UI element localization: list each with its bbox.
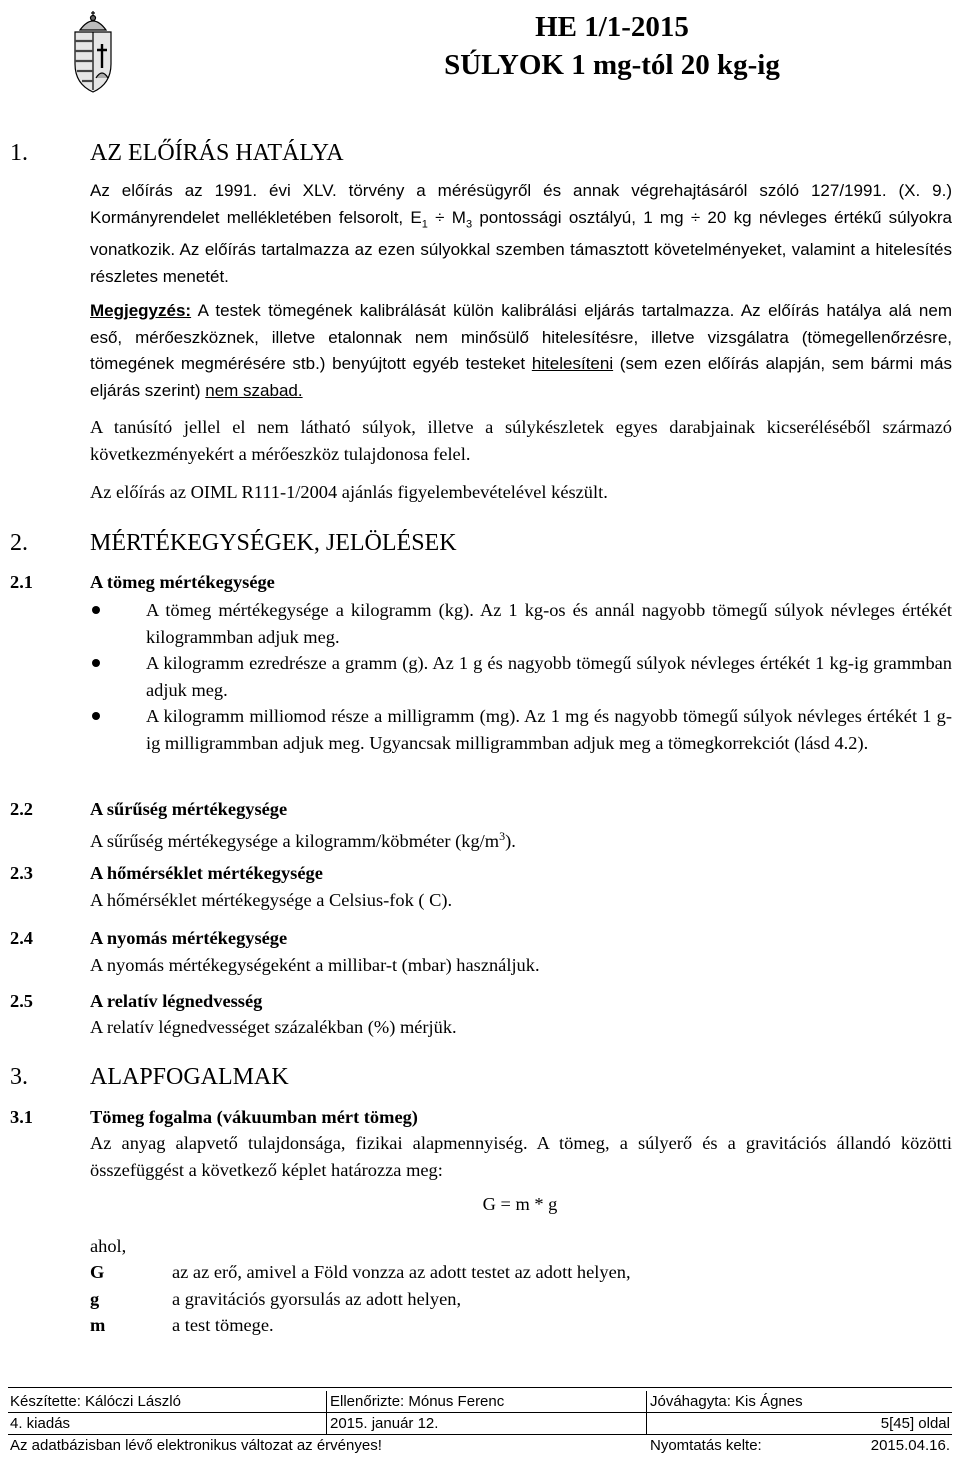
section-title: AZ ELŐÍRÁS HATÁLYA	[90, 140, 344, 166]
scope-text-div: ÷ M	[427, 207, 466, 227]
symbol: g	[90, 1288, 100, 1309]
subsection-title: A tömeg mértékegysége	[90, 572, 275, 592]
symbol: m	[90, 1315, 106, 1335]
note-underlined-2: nem szabad.	[205, 380, 303, 400]
list-item-text: A kilogramm milliomod része a milligramm (mg). Az 1 mg és nagyobb tömegű súlyok névleges értékét 1 g-ig milligrammban adjuk meg. Ugyancsak milligrammban adjuk meg a tömegkorrekciót (lásd 4.2).	[146, 706, 952, 753]
symbol: G	[90, 1262, 105, 1282]
note-paragraph	[90, 298, 952, 404]
bullet-icon	[92, 712, 100, 720]
subsection-number: 2.2	[10, 799, 33, 819]
section-number: 2.	[10, 530, 28, 556]
section-title: ALAPFOGALMAK	[90, 1064, 289, 1090]
subscript-m3: 3	[465, 217, 473, 230]
print-date: 2015.04.16.	[870, 1437, 950, 1454]
section-title: MÉRTÉKEGYSÉGEK, JELÖLÉSEK	[90, 530, 457, 556]
list-item	[90, 650, 952, 703]
density-unit-text	[90, 823, 516, 854]
hungarian-coat-of-arms-icon	[66, 8, 120, 94]
list-item	[90, 703, 952, 756]
edition-date: 2015. január 12.	[330, 1415, 439, 1432]
prepared-by: Készítette: Kálóczi László	[10, 1393, 181, 1410]
divider	[646, 1391, 647, 1412]
subsection-number: 2.4	[10, 928, 33, 948]
subscript-e1: 1	[421, 217, 428, 230]
density-text-end: ).	[505, 831, 516, 852]
bullet-icon	[92, 659, 100, 667]
scope-paragraph	[90, 178, 952, 290]
bullet-icon	[92, 606, 100, 614]
divider	[646, 1413, 647, 1434]
divider	[326, 1413, 327, 1434]
mass-unit-bullet-list	[90, 597, 952, 756]
note-underlined-1: hitelesíteni	[531, 354, 614, 373]
owner-paragraph: A tanúsító jellel el nem látható súlyok, illetve a súlykészletek egyes darabjainak kicseréléséből származó következményekért a mérőeszköz tulajdonosa felel.	[90, 417, 952, 464]
list-item-text: A kilogramm ezredrésze a gramm (g). Az 1 g és nagyobb tömegű súlyok névleges értékét 1 kg-ig grammban adjuk meg.	[146, 653, 952, 700]
formula: G = m * g	[482, 1194, 558, 1214]
symbol-description: az az erő, amivel a Föld vonzza az adott testet az adott helyen,	[172, 1262, 631, 1282]
section-number: 3.	[10, 1064, 28, 1090]
subsection-number: 2.1	[10, 572, 33, 592]
list-item-text: A tömeg mértékegysége a kilogramm (kg). Az 1 kg-os és annál nagyobb tömegű súlyok névleges értékét kilogrammban adjuk meg.	[146, 600, 952, 647]
document-code: HE 1/1-2015	[535, 11, 689, 43]
pressure-unit-text: A nyomás mértékegységeként a millibar-t (mbar) használjuk.	[90, 955, 540, 975]
list-item	[90, 597, 952, 650]
subsection-number: 3.1	[10, 1107, 33, 1127]
note-label: Megjegyzés:	[90, 301, 192, 320]
print-date-label: Nyomtatás kelte:	[650, 1437, 762, 1454]
symbol-description: a test tömege.	[172, 1315, 274, 1335]
subsection-title: A relatív légnedvesség	[90, 991, 263, 1011]
temperature-unit-text: A hőmérséklet mértékegysége a Celsius-fok ( C).	[90, 890, 453, 910]
footer-row-edition	[8, 1413, 952, 1435]
scope-text-b: pontossági osztályú, 1 mg ÷ 20 kg névleges értékű súlyokra vonatkozik. Az előírás tartalmazza az ezen súlyokkal szemben támasztott követelményeket, valamint a hitelesítés részletes menetét.	[90, 207, 952, 286]
symbol-description: a gravitációs gyorsulás az adott helyen,	[172, 1288, 462, 1309]
approved-by: Jóváhagyta: Kis Ágnes	[650, 1393, 803, 1410]
divider	[326, 1391, 327, 1412]
header-title-block	[372, 8, 852, 84]
subsection-number: 2.5	[10, 991, 33, 1011]
superscript-3: 3	[499, 829, 506, 843]
oiml-paragraph: Az előírás az OIML R111-1/2004 ajánlás figyelembevételével készült.	[90, 482, 608, 502]
footer-table	[8, 1391, 952, 1456]
scope-text-a: Az előírás az 1991. évi XLV. törvény a mérésügyről és annak végrehajtásáról szóló 127/1991. (X. 9.) Kormányrendelet mellékletében felsorolt, E	[90, 181, 952, 227]
edition: 4. kiadás	[10, 1415, 71, 1432]
page-number: 5[45] oldal	[880, 1415, 950, 1432]
density-text: A sűrűség mértékegysége a kilogramm/köbméter (kg/m	[90, 831, 500, 852]
section-number: 1.	[10, 140, 28, 166]
validity-note: Az adatbázisban lévő elektronikus változat az érvényes!	[10, 1437, 382, 1454]
note-text-b: (sem ezen előírás alapján, sem bármi más eljárás szerint)	[90, 354, 952, 400]
document-title: SÚLYOK 1 mg-tól 20 kg-ig	[444, 49, 780, 81]
subsection-number: 2.3	[10, 863, 33, 883]
subsection-title: A sűrűség mértékegysége	[90, 799, 288, 819]
subsection-title: A nyomás mértékegysége	[90, 928, 288, 948]
mass-definition-text: Az anyag alapvető tulajdonsága, fizikai alapmennyiség. A tömeg, a súlyerő és a gravitációs állandó közötti összefüggést a következő képlet határozza meg:	[90, 1133, 952, 1180]
checked-by: Ellenőrizte: Mónus Ferenc	[330, 1393, 505, 1410]
humidity-unit-text: A relatív légnedvességet százalékban (%) mérjük.	[90, 1017, 457, 1037]
footer-row-validity	[8, 1435, 952, 1456]
subsection-title: Tömeg fogalma (vákuumban mért tömeg)	[90, 1107, 418, 1127]
footer-row-approvals	[8, 1391, 952, 1413]
subsection-title: A hőmérséklet mértékegysége	[90, 863, 323, 883]
note-text-a: A testek tömegének kalibrálását külön kalibrálási eljárás tartalmazza. Az előírás hatálya alá nem eső, mérőeszköznek, illetve etalonnak nem minősülő hitelesítésre, illetve vizsgálatra (tömegellenőrzésre, tömegének megmérésére stb.) benyújtott egyéb testeket	[90, 301, 952, 373]
footer-rule	[8, 1387, 952, 1388]
where-label: ahol,	[90, 1236, 127, 1256]
